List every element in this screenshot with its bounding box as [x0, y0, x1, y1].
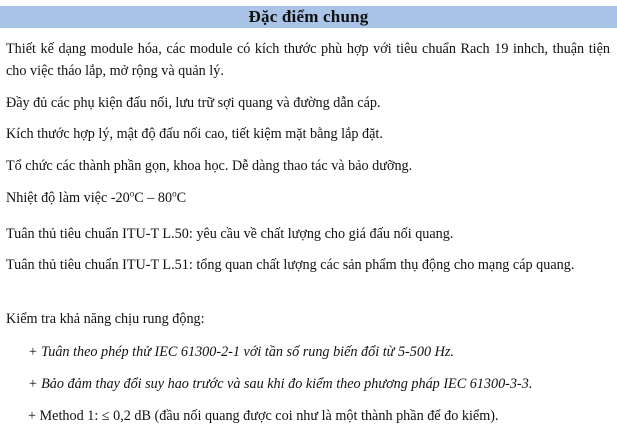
paragraph-size-density: Kích thước hợp lý, mật độ đấu nối cao, tiết kiệm mặt bằng lắp đặt. [6, 126, 383, 142]
temperature-label: Nhiệt độ làm việc -20 [6, 190, 130, 206]
section-title: Đặc điểm chung [248, 7, 369, 26]
section-header-bar [0, 6, 617, 28]
temperature-unit: C [176, 190, 187, 206]
degree-symbol-low: o [129, 188, 135, 199]
paragraph-accessories: Đầy đủ các phụ kiện đấu nối, lưu trữ sợi quang và đường dẫn cáp. [6, 95, 381, 111]
bullet-iec-61300-3-3: + Bảo đảm thay đổi suy hao trước và sau khi đo kiểm theo phương pháp IEC 61300-3-3. [28, 376, 533, 392]
paragraph-modular-design: Thiết kế dạng module hóa, các module có kích thước phù hợp với tiêu chuẩn Rach 19 inhch, thuận tiện cho việc tháo lắp, mở rộng và quản lý. [6, 41, 610, 79]
paragraph-itu-l50: Tuân thủ tiêu chuẩn ITU-T L.50: yêu cầu về chất lượng cho giá đấu nối quang. [6, 226, 454, 242]
bullet-iec-61300-2-1: + Tuân theo phép thử IEC 61300-2-1 với tần số rung biến đổi từ 5-500 Hz. [28, 344, 454, 360]
temperature-middle: C – 80 [134, 190, 173, 206]
degree-symbol-high: o [172, 188, 177, 199]
paragraph-vibration-test: Kiểm tra khả năng chịu rung động: [6, 311, 205, 327]
paragraph-itu-l51: Tuân thủ tiêu chuẩn ITU-T L.51: tổng quan chất lượng các sản phẩm thụ động cho mạng cáp quang. [6, 257, 575, 273]
paragraph-operating-temperature [6, 187, 610, 209]
paragraph-organization: Tổ chức các thành phần gọn, khoa học. Dễ dàng thao tác và bảo dưỡng. [6, 158, 413, 174]
bullet-method-1: + Method 1: ≤ 0,2 dB (đầu nối quang được coi như là một thành phần để đo kiểm). [28, 408, 499, 424]
